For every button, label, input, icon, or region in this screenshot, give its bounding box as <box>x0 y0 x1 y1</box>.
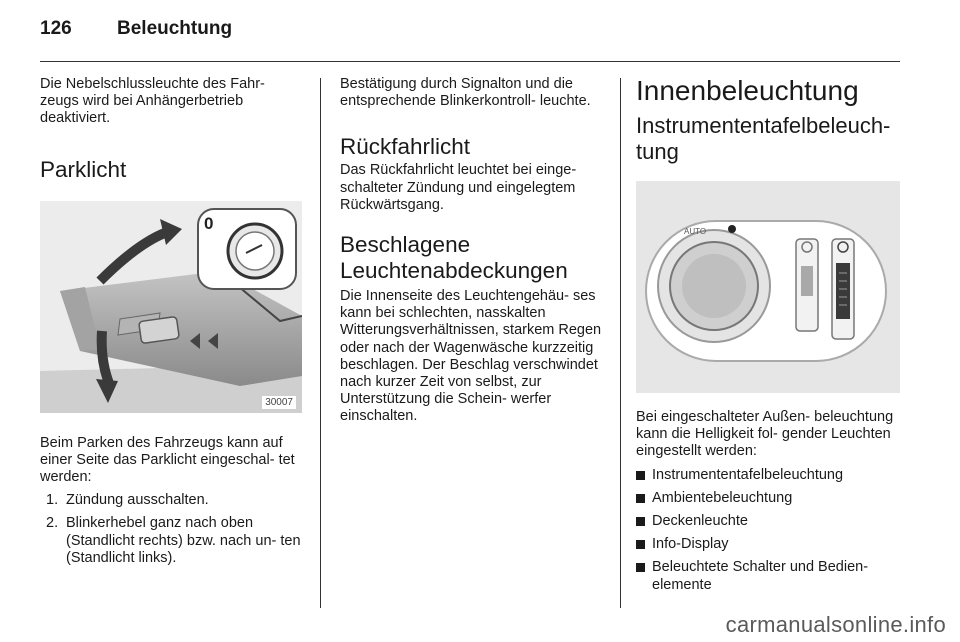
section-heading-beschlagene: Beschlagene Leuchtenabdeckungen <box>340 232 568 284</box>
list-text: Info-Display <box>652 536 729 553</box>
bullet-marker <box>636 540 645 549</box>
page-number: 126 <box>40 18 72 39</box>
list-item <box>636 467 904 484</box>
column-1 <box>40 76 306 573</box>
column-divider-1 <box>320 78 321 608</box>
innenbeleuchtung-paragraph: Bei eingeschalteter Außen- beleuchtung kann die Helligkeit fol- gender Leuchten eingestellt werden: <box>636 409 894 460</box>
list-text: Ambientebeleuchtung <box>652 489 793 506</box>
watermark: carmanualsonline.info <box>725 612 946 637</box>
figure-light-switch-panel <box>636 181 900 393</box>
list-item <box>636 559 904 593</box>
intro-paragraph: Die Nebelschlussleuchte des Fahr- zeugs wird bei Anhängerbetrieb deaktiviert. <box>40 76 265 127</box>
bullet-marker <box>636 517 645 526</box>
section-heading-rueckfahrlicht: Rückfahrlicht <box>340 134 471 160</box>
page-title: Beleuchtung <box>117 18 233 39</box>
light-switch-panel-illustration <box>636 181 900 393</box>
parklicht-paragraph: Beim Parken des Fahrzeugs kann auf einer Seite das Parklicht eingeschal- tet werden: <box>40 434 295 486</box>
rueckfahrlicht-paragraph: Das Rückfahrlicht leuchtet bei einge- schalteter Zündung und eingelegtem Rückwärtsgang. <box>340 162 577 213</box>
knob-zero-label: 0 <box>204 213 214 233</box>
auto-label: AUTO <box>684 227 707 236</box>
header-rule <box>40 61 900 62</box>
list-number: 2. <box>46 515 59 532</box>
column-divider-2 <box>620 78 621 608</box>
list-text: Instrumententafelbeleuchtung <box>652 466 844 483</box>
confirmation-paragraph: Bestätigung durch Signalton und die entsprechende Blinkerkontroll- leuchte. <box>340 76 591 110</box>
list-item <box>40 492 306 509</box>
list-item <box>40 515 306 567</box>
list-number: 1. <box>46 492 59 509</box>
beschlagene-paragraph: Die Innenseite des Leuchtengehäu- ses kann bei schlechten, nasskalten Witterungsverhältnissen, starkem Regen oder nach der Wagenwäsche kurzzeitig beschlagen. Der Beschlag verschwindet nach kurzer Zeit von selbst, zur Unterstützung die Schein- werfer einschalten. <box>340 288 602 425</box>
list-item <box>636 536 904 553</box>
turn-signal-lever-illustration <box>40 201 302 413</box>
subsection-heading-instrumententafel: Instrumententafelbeleuch- tung <box>636 113 891 164</box>
figure-code: 30007 <box>262 396 296 409</box>
list-item <box>636 513 904 530</box>
list-text: Deckenleuchte <box>652 513 748 530</box>
list-text: Zündung ausschalten. <box>66 492 209 509</box>
bullet-marker <box>636 494 645 503</box>
bullet-marker <box>636 471 645 480</box>
section-heading-parklicht: Parklicht <box>40 156 127 182</box>
column-2 <box>340 76 605 426</box>
column-3 <box>636 76 904 600</box>
figure-turn-signal-lever <box>40 201 302 413</box>
section-heading-innenbeleuchtung: Innenbeleuchtung <box>636 75 859 106</box>
list-item <box>636 490 904 507</box>
bullet-marker <box>636 563 645 572</box>
list-text: Blinkerhebel ganz nach oben (Standlicht rechts) bzw. nach un- ten (Standlicht links). <box>66 515 301 566</box>
list-text: Beleuchtete Schalter und Bedien- elemente <box>652 559 869 593</box>
